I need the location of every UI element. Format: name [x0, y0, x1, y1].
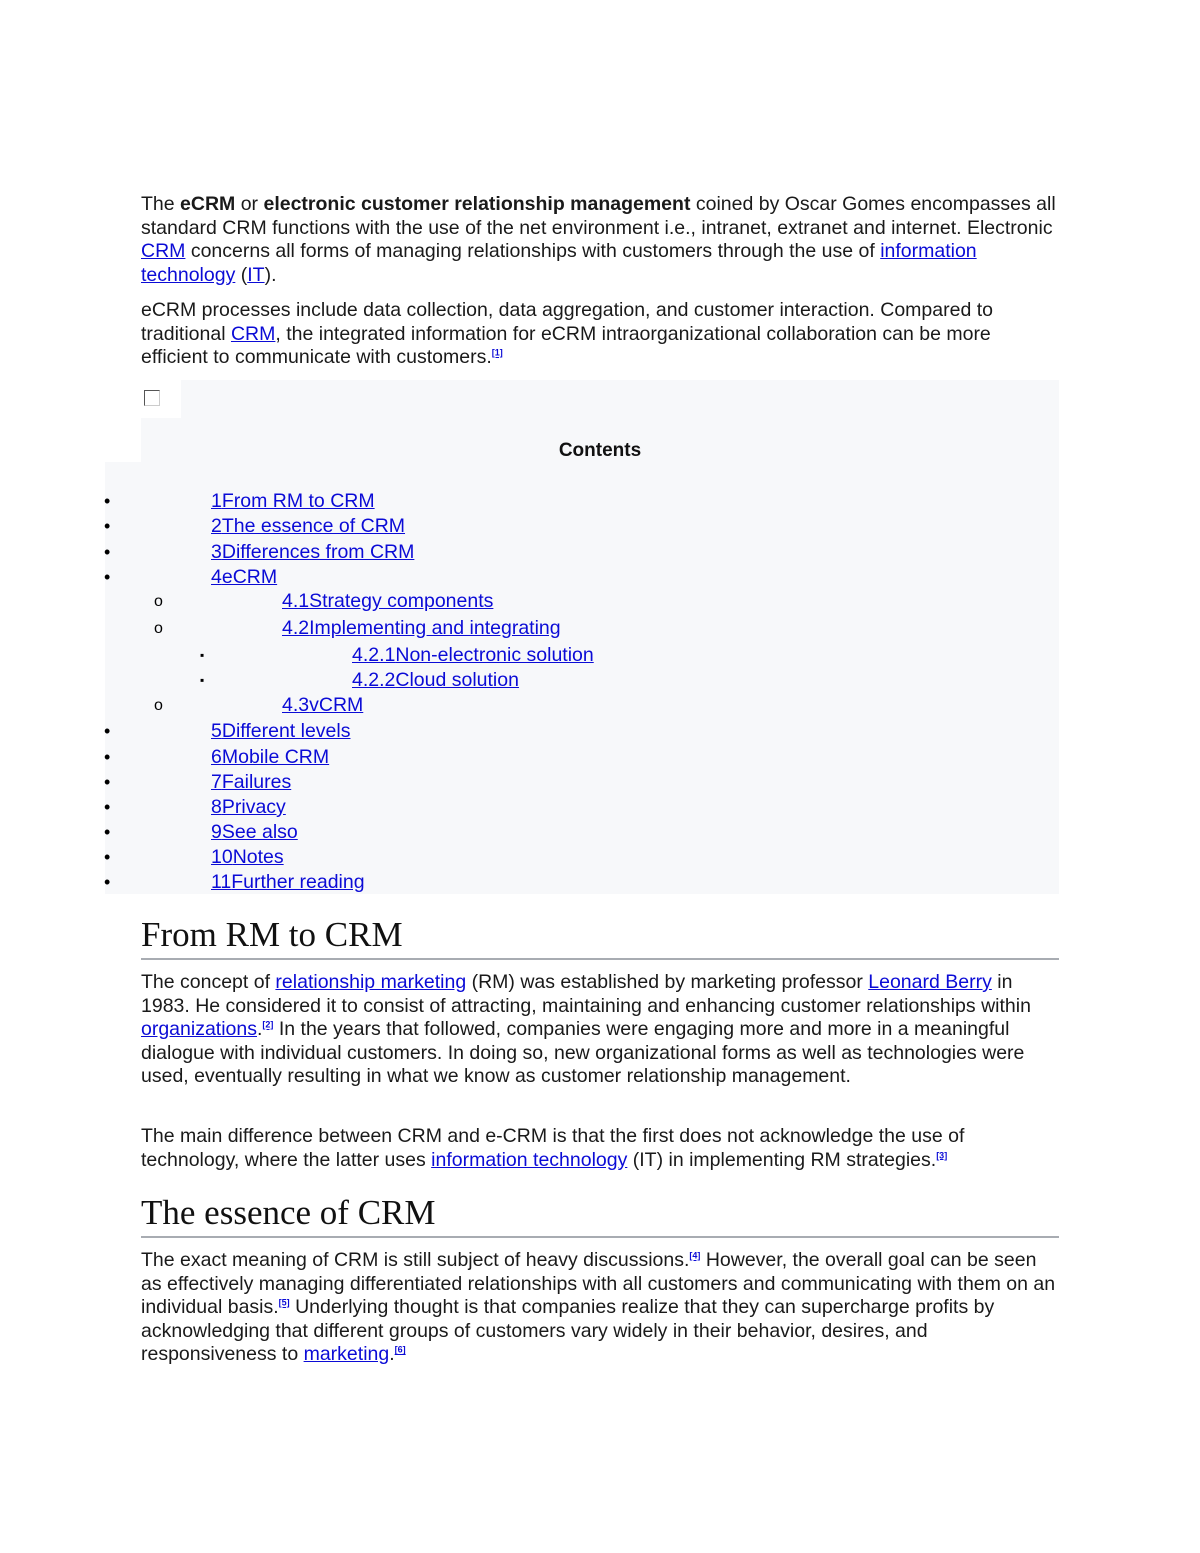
checkbox-icon[interactable] — [144, 390, 160, 406]
toc-item-number: 6 — [211, 746, 222, 768]
toc-item-link[interactable] — [282, 693, 363, 718]
toc-bullet: ▪ — [200, 673, 205, 687]
text-run: ). — [264, 263, 277, 286]
toc-item-link[interactable] — [282, 616, 561, 641]
toc-item-link[interactable] — [282, 589, 493, 614]
text-run: in 1983. He considered it to consist of attracting, maintaining and enhancing customer relationships within — [141, 971, 1031, 1017]
toc-bullet: o — [154, 620, 163, 637]
text-run: concerns all forms of managing relationships with customers through the use of — [185, 240, 881, 263]
intro-paragraph-2 — [141, 299, 1061, 370]
text-run: Underlying thought is that companies realize that they can supercharge profits by acknowledging that different groups of customers vary widely in their behavior, desires, and responsiveness to — [141, 1296, 995, 1366]
section-1-paragraph-2 — [141, 1125, 1061, 1172]
toc-item-number: 4.2.1 — [352, 644, 396, 666]
toc-bullet: • — [104, 721, 111, 741]
toc-title: Contents — [558, 440, 642, 461]
toc-item-label: Implementing and integrating — [309, 617, 561, 639]
toc-item-label: Non-electronic solution — [395, 644, 594, 666]
toc-item-label: See also — [221, 821, 298, 843]
citation-link[interactable]: [4] — [689, 1250, 701, 1261]
intro-paragraph-1 — [141, 193, 1061, 287]
toc-item-number: 4.2.2 — [352, 669, 396, 691]
text-run: The — [141, 193, 181, 215]
toc-item-number: 3 — [211, 541, 222, 563]
inline-link[interactable]: Leonard Berry — [868, 971, 992, 993]
section-heading-essence-of-crm: The essence of CRM — [141, 1193, 1059, 1238]
toc-bullet: • — [104, 772, 111, 792]
toc-item-label: Further reading — [231, 871, 365, 893]
toc-item-link[interactable] — [211, 565, 277, 590]
section-heading-from-rm-to-crm: From RM to CRM — [141, 915, 1059, 960]
toc-bullet: • — [104, 847, 111, 867]
section-2-paragraph-1 — [141, 1249, 1061, 1367]
toc-item-number: 9 — [211, 821, 222, 843]
toc-item-link[interactable] — [211, 489, 375, 514]
citation-link[interactable]: [5] — [278, 1297, 290, 1308]
text-run: (IT) in implementing RM strategies. — [627, 1148, 937, 1171]
toc-item-label: vCRM — [309, 694, 364, 716]
toc-item-label: Different levels — [221, 720, 351, 742]
toc-item-label: Notes — [232, 846, 284, 868]
text-run: eCRM processes include data collection, data aggregation, and customer interaction. Compared to traditional — [141, 299, 993, 345]
toc-item-label: Cloud solution — [395, 669, 519, 691]
citation-link[interactable]: [2] — [262, 1019, 274, 1030]
toc-bullet: • — [104, 747, 111, 767]
toc-item-label: Failures — [221, 771, 292, 793]
toc-item-link[interactable] — [352, 643, 594, 668]
toc-item-label: Differences from CRM — [221, 541, 415, 563]
toc-item-number: 4 — [211, 566, 222, 588]
citation-link[interactable]: [6] — [394, 1344, 406, 1355]
text-run: or — [235, 193, 264, 215]
text-run: coined by Oscar Gomes encompasses all standard CRM functions with the use of the net environment i.e., intranet, extranet and internet. Electronic — [141, 193, 1056, 239]
section-1-paragraph-1 — [141, 971, 1061, 1089]
toc-item-label: From RM to CRM — [221, 490, 375, 512]
toc-toggle[interactable] — [141, 380, 181, 418]
toc-item-label: Privacy — [221, 796, 286, 818]
text-run: ( — [235, 263, 248, 286]
inline-link[interactable]: IT — [247, 263, 265, 286]
text-run: The exact meaning of CRM is still subject of heavy discussions. — [141, 1249, 690, 1271]
inline-link[interactable]: information technology — [141, 240, 977, 286]
toc-item-number: 11 — [211, 871, 232, 893]
toc-bullet: ▪ — [200, 648, 205, 662]
text-run: In the years that followed, companies were engaging more and more in a meaningful dialogue with individual customers. In doing so, new organizational forms as well as technologies were used, eventually resulting in what we know as customer relationship management. — [141, 1018, 1025, 1088]
citation-link[interactable]: [3] — [936, 1150, 948, 1161]
toc-item-link[interactable] — [211, 845, 284, 870]
inline-link[interactable]: relationship marketing — [275, 971, 467, 993]
toc-item-label: Strategy components — [309, 590, 494, 612]
toc-bullet: • — [104, 872, 111, 892]
toc-item-number: 7 — [211, 771, 222, 793]
toc-item-link[interactable] — [211, 719, 350, 744]
text-run: The main difference between CRM and e-CRM is that the first does not acknowledge the use of technology, where the latter uses — [141, 1125, 965, 1171]
toc-bullet: • — [104, 822, 111, 842]
toc-item-number: 10 — [211, 846, 233, 868]
toc-item-label: eCRM — [221, 566, 278, 588]
toc-bullet: • — [104, 567, 111, 587]
toc-item-link[interactable] — [211, 540, 414, 565]
text-run: . — [257, 1018, 263, 1041]
citation-link[interactable]: [1] — [491, 347, 503, 358]
toc-item-number: 4.1 — [282, 590, 310, 612]
toc-item-number: 2 — [211, 515, 222, 537]
inline-link[interactable]: information technology — [431, 1148, 628, 1171]
text-run: The concept of — [141, 971, 276, 993]
toc-bullet: • — [104, 797, 111, 817]
inline-link[interactable]: organizations — [141, 1018, 257, 1041]
text-run: However, the overall goal can be seen as effectively managing differentiated relationships with all customers and communicating with them on an individual basis. — [141, 1249, 1056, 1319]
toc-item-label: The essence of CRM — [221, 515, 406, 537]
toc-item-link[interactable] — [211, 820, 298, 845]
inline-link[interactable]: CRM — [230, 322, 276, 345]
toc-item-link[interactable] — [211, 770, 291, 795]
toc-bullet: o — [154, 593, 163, 610]
toc-item-link[interactable] — [352, 668, 519, 693]
toc-item-link[interactable] — [211, 745, 329, 770]
toc-item-link[interactable] — [211, 514, 405, 539]
toc-item-link[interactable] — [211, 870, 365, 895]
inline-link[interactable]: CRM — [141, 240, 186, 263]
toc-item-link[interactable] — [211, 795, 286, 820]
inline-link[interactable]: marketing — [303, 1343, 390, 1366]
toc-bullet: • — [104, 491, 111, 511]
text-run: (RM) was established by marketing professor — [466, 971, 869, 993]
toc-item-label: Mobile CRM — [221, 746, 330, 768]
text-run: , the integrated information for eCRM intraorganizational collaboration can be more efficient to communicate with customers. — [141, 322, 991, 369]
toc-item-number: 5 — [211, 720, 222, 742]
toc-bullet: • — [104, 516, 111, 536]
toc-item-number: 4.3 — [282, 694, 310, 716]
bold-term: electronic customer relationship management — [263, 193, 691, 215]
toc-item-number: 8 — [211, 796, 222, 818]
text-run: . — [389, 1343, 395, 1366]
toc-item-number: 4.2 — [282, 617, 310, 639]
bold-term: eCRM — [180, 193, 236, 215]
toc-bullet: • — [104, 542, 111, 562]
toc-item-number: 1 — [211, 490, 222, 512]
toc-bullet: o — [154, 697, 163, 714]
